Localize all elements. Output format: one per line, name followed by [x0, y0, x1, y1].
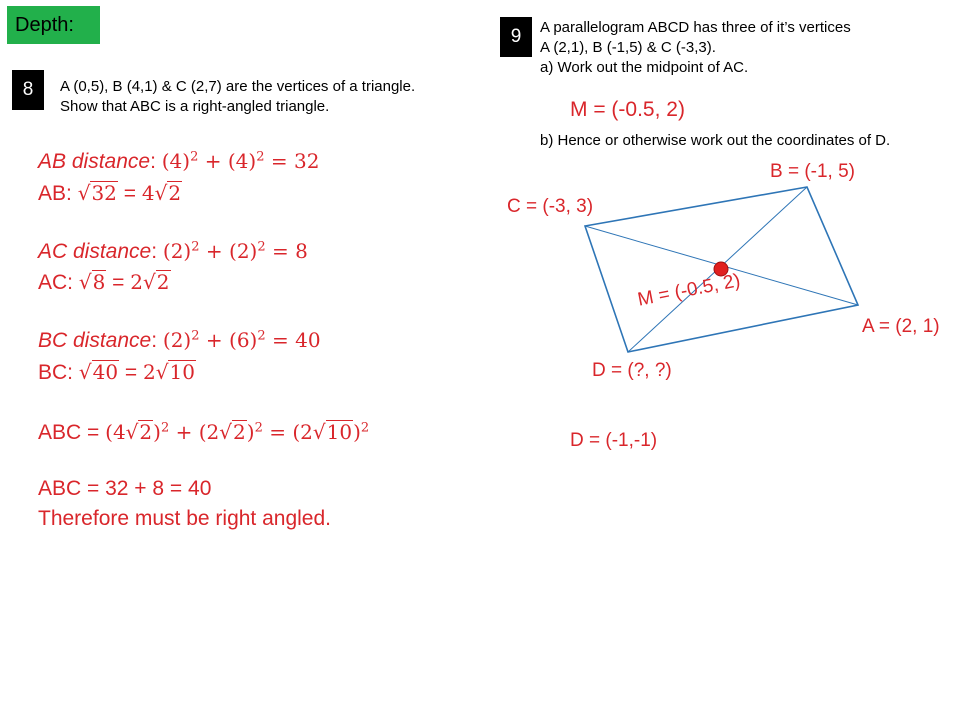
- label-vertex-c: C = (-3, 3): [507, 196, 594, 217]
- bc-distance-line: BC distance: $(2)^2 + (6)^2 = 40$: [38, 328, 321, 352]
- label-vertex-b: B = (-1, 5): [770, 161, 855, 182]
- answer-vertex-d: D = (-1,-1): [570, 430, 658, 451]
- label-vertex-a: A = (2, 1): [862, 316, 940, 337]
- question-9-part-b: b) Hence or otherwise work out the coordinates of D.: [540, 132, 891, 149]
- question-9-part-a: a) Work out the midpoint of AC.: [540, 59, 749, 76]
- question-8-line-2: Show that ABC is a right-angled triangle.: [60, 98, 330, 115]
- question-9-line-1: A parallelogram ABCD has three of it’s vertices: [540, 19, 851, 36]
- label-vertex-d: D = (?, ?): [592, 360, 672, 381]
- question-8-line-1: A (0,5), B (4,1) & C (2,7) are the vertices of a triangle.: [60, 78, 416, 95]
- abc-pythagoras-line: ABC = $(4√2)^2 + (2√2)^2 = (2√10)^2$: [38, 420, 370, 444]
- answer-midpoint: M = (-0.5, 2): [570, 98, 685, 121]
- ac-length-line: AC: √8 = 2√2: [38, 270, 170, 294]
- abc-sum-line: ABC = 32 + 8 = 40: [38, 477, 212, 500]
- ac-distance-line: AC distance: $(2)^2 + (2)^2 = 8$: [38, 239, 308, 263]
- conclusion-line: Therefore must be right angled.: [38, 507, 331, 530]
- question-8-number: 8: [12, 70, 44, 110]
- ab-length-line: AB: √32 = 4√2: [38, 181, 182, 205]
- label-midpoint: M = (-0.5, 2): [636, 270, 743, 311]
- bc-length-line: BC: √40 = 2√10: [38, 360, 195, 384]
- ab-distance-line: AB distance: $(4)^2 + (4)^2 = 32$: [38, 149, 320, 173]
- question-9-line-2: A (2,1), B (-1,5) & C (-3,3).: [540, 39, 716, 56]
- question-9-number: 9: [500, 17, 532, 57]
- depth-label: Depth:: [15, 14, 74, 36]
